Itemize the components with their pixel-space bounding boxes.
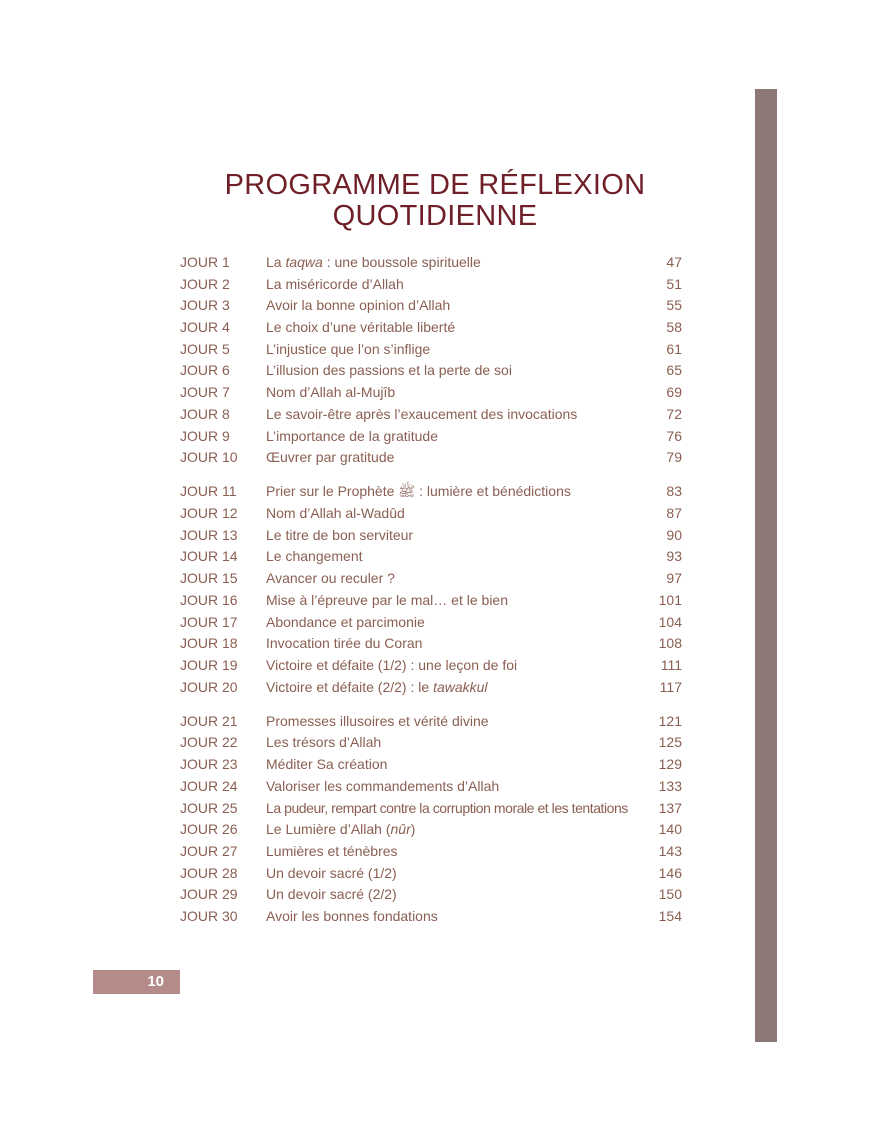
toc-title-part: Avancer ou reculer ? xyxy=(266,570,395,587)
toc-title xyxy=(266,568,395,590)
toc-page-number: 72 xyxy=(666,405,682,422)
toc-page-number: 93 xyxy=(666,548,682,565)
toc-title-part: L’importance de la gratitude xyxy=(266,427,438,444)
toc-title xyxy=(266,841,398,863)
toc-title xyxy=(266,711,489,733)
toc-entry xyxy=(180,317,685,339)
toc-entry xyxy=(180,274,685,296)
toc-entry xyxy=(180,339,685,361)
toc-title xyxy=(266,776,499,798)
toc-page-number: 79 xyxy=(666,449,682,466)
table-of-contents xyxy=(180,252,685,928)
toc-day: JOUR 8 xyxy=(180,405,230,422)
toc-page-number: 61 xyxy=(666,340,682,357)
toc-title-part: Œuvrer par gratitude xyxy=(266,449,395,466)
toc-page-number: 154 xyxy=(658,907,682,924)
toc-title xyxy=(266,884,397,906)
toc-page-number: 121 xyxy=(658,712,682,729)
toc-title xyxy=(266,798,628,820)
toc-page-number: 76 xyxy=(666,427,682,444)
toc-title xyxy=(266,339,430,361)
toc-title-part: L’injustice que l’on s’inflige xyxy=(266,340,431,357)
toc-title-part: Valoriser les commandements d’Allah xyxy=(266,777,500,794)
toc-page-number: 58 xyxy=(666,319,682,336)
toc-entry xyxy=(180,404,685,426)
toc-day: JOUR 5 xyxy=(180,340,230,357)
toc-title-italic: nûr xyxy=(390,821,411,838)
toc-title xyxy=(266,612,425,634)
toc-title-part: Nom d’Allah al-Wadûd xyxy=(266,505,405,522)
toc-page-number: 51 xyxy=(666,275,682,292)
toc-entry xyxy=(180,612,685,634)
toc-entry xyxy=(180,590,685,612)
toc-entry xyxy=(180,481,685,503)
toc-title xyxy=(266,525,413,547)
toc-entry xyxy=(180,754,685,776)
toc-entry xyxy=(180,711,685,733)
toc-page-number: 104 xyxy=(658,613,682,630)
toc-title xyxy=(266,360,512,382)
side-color-bar xyxy=(755,89,777,1042)
toc-entry xyxy=(180,776,685,798)
toc-title xyxy=(266,590,508,612)
toc-page-number: 47 xyxy=(666,254,682,270)
toc-page-number: 133 xyxy=(658,777,682,794)
toc-entry xyxy=(180,633,685,655)
toc-page-number: 129 xyxy=(658,756,682,773)
toc-title-part: Un devoir sacré (1/2) xyxy=(266,864,397,881)
toc-title-part: Victoire et défaite (2/2) : le xyxy=(266,678,434,695)
toc-page-number: 137 xyxy=(658,799,682,816)
toc-day: JOUR 26 xyxy=(180,821,238,838)
page-title xyxy=(180,170,690,232)
toc-day: JOUR 9 xyxy=(180,427,230,444)
toc-title-part: Avoir les bonnes fondations xyxy=(266,907,438,924)
toc-day: JOUR 25 xyxy=(180,799,238,816)
toc-day: JOUR 10 xyxy=(180,449,238,466)
toc-day: JOUR 23 xyxy=(180,756,238,773)
toc-title-part: L’illusion des passions et la perte de soi xyxy=(266,362,512,379)
toc-title xyxy=(266,677,488,699)
toc-title xyxy=(266,404,577,426)
toc-page-number: 65 xyxy=(666,362,682,379)
toc-title xyxy=(266,633,422,655)
toc-title-part: Méditer Sa création xyxy=(266,756,388,773)
toc-title-part: Un devoir sacré (2/2) xyxy=(266,886,397,903)
toc-day: JOUR 24 xyxy=(180,777,238,794)
toc-day: JOUR 6 xyxy=(180,362,230,379)
toc-page-number: 83 xyxy=(666,483,682,500)
toc-entry xyxy=(180,863,685,885)
toc-entry xyxy=(180,447,685,469)
toc-page-number: 143 xyxy=(658,842,682,859)
toc-day: JOUR 7 xyxy=(180,384,230,401)
toc-title xyxy=(266,863,397,885)
toc-entry xyxy=(180,503,685,525)
toc-day: JOUR 12 xyxy=(180,505,238,522)
toc-entry xyxy=(180,819,685,841)
toc-title-part: Le savoir-être après l’exaucement des invocations xyxy=(266,405,578,422)
toc-entry xyxy=(180,798,685,820)
toc-entry xyxy=(180,426,685,448)
toc-entry xyxy=(180,906,685,928)
toc-day: JOUR 29 xyxy=(180,886,238,903)
toc-entry xyxy=(180,568,685,590)
toc-title xyxy=(266,447,394,469)
toc-title-part: : une boussole spirituelle xyxy=(322,254,481,270)
toc-title-part: Abondance et parcimonie xyxy=(266,613,425,630)
toc-entry xyxy=(180,884,685,906)
toc-page-number: 87 xyxy=(666,505,682,522)
toc-page-number: 90 xyxy=(666,526,682,543)
toc-title-part: Le titre de bon serviteur xyxy=(266,526,414,543)
toc-day: JOUR 30 xyxy=(180,907,238,924)
toc-page-number: 69 xyxy=(666,384,682,401)
toc-entry xyxy=(180,360,685,382)
toc-day: JOUR 19 xyxy=(180,656,238,673)
toc-day: JOUR 18 xyxy=(180,635,238,652)
toc-day: JOUR 11 xyxy=(180,483,237,500)
toc-title-part: Victoire et défaite (1/2) : une leçon de foi xyxy=(266,656,518,673)
toc-entry xyxy=(180,841,685,863)
toc-title-part: Avoir la bonne opinion d’Allah xyxy=(266,297,451,314)
toc-title xyxy=(266,754,387,776)
toc-entry xyxy=(180,252,685,274)
toc-day: JOUR 16 xyxy=(180,591,238,608)
toc-title xyxy=(266,274,404,296)
toc-day: JOUR 1 xyxy=(180,254,230,270)
toc-title xyxy=(266,382,395,404)
toc-title-part: Prier sur le Prophète ﷺ : lumière et bénédictions xyxy=(266,483,571,500)
toc-title xyxy=(266,426,438,448)
toc-title xyxy=(266,546,363,568)
toc-title-part: ) xyxy=(410,821,416,838)
toc-title-italic: tawakkul xyxy=(433,678,488,695)
toc-title xyxy=(266,317,455,339)
toc-day: JOUR 14 xyxy=(180,548,238,565)
toc-page-number: 111 xyxy=(660,656,682,673)
toc-day: JOUR 13 xyxy=(180,526,238,543)
toc-title xyxy=(266,295,450,317)
page-number-tab: 10 xyxy=(93,970,180,994)
toc-entry xyxy=(180,677,685,699)
toc-title-part: Nom d’Allah al-Mujîb xyxy=(266,384,396,401)
toc-entry xyxy=(180,295,685,317)
toc-page-number: 150 xyxy=(658,886,682,903)
toc-entry xyxy=(180,525,685,547)
toc-title-part: La xyxy=(266,254,286,270)
toc-page-number: 140 xyxy=(658,821,682,838)
toc-title xyxy=(266,252,481,274)
toc-title-part: Le choix d’une véritable liberté xyxy=(266,319,456,336)
toc-title-part: Promesses illusoires et vérité divine xyxy=(266,712,489,729)
toc-title xyxy=(266,819,415,841)
toc-day: JOUR 15 xyxy=(180,570,238,587)
toc-day: JOUR 20 xyxy=(180,678,238,695)
toc-page-number: 97 xyxy=(666,570,682,587)
toc-title xyxy=(266,655,517,677)
toc-page-number: 125 xyxy=(658,734,682,751)
toc-day: JOUR 4 xyxy=(180,319,230,336)
toc-title-part: Invocation tirée du Coran xyxy=(266,635,423,652)
toc-title xyxy=(266,503,405,525)
title-line-2: QUOTIDIENNE xyxy=(332,200,538,232)
toc-title-italic: taqwa xyxy=(285,254,323,270)
toc-title-part: Le changement xyxy=(266,548,363,565)
toc-title xyxy=(266,906,438,928)
title-line-1: PROGRAMME DE RÉFLEXION xyxy=(224,169,646,201)
toc-entry xyxy=(180,546,685,568)
toc-title-part: Lumières et ténèbres xyxy=(266,842,398,859)
toc-page-number: 108 xyxy=(658,635,682,652)
toc-title-part: La pudeur, rempart contre la corruption morale et les tentations xyxy=(266,799,628,816)
toc-title xyxy=(266,481,571,503)
toc-page-number: 117 xyxy=(659,678,682,695)
toc-day: JOUR 22 xyxy=(180,734,238,751)
toc-day: JOUR 27 xyxy=(180,842,238,859)
toc-day: JOUR 28 xyxy=(180,864,238,881)
toc-page-number: 101 xyxy=(658,591,682,608)
toc-title-part: Le Lumière d’Allah ( xyxy=(266,821,391,838)
toc-day: JOUR 2 xyxy=(180,275,230,292)
toc-day: JOUR 3 xyxy=(180,297,230,314)
toc-page-number: 55 xyxy=(666,297,682,314)
toc-title-part: Mise à l’épreuve par le mal… et le bien xyxy=(266,591,509,608)
toc-title-part: La miséricorde d’Allah xyxy=(266,275,404,292)
toc-page-number: 146 xyxy=(658,864,682,881)
toc-entry xyxy=(180,655,685,677)
toc-day: JOUR 17 xyxy=(180,613,238,630)
toc-title-part: Les trésors d’Allah xyxy=(266,734,382,751)
toc-day: JOUR 21 xyxy=(180,712,238,729)
toc-entry xyxy=(180,382,685,404)
toc-title xyxy=(266,732,381,754)
toc-entry xyxy=(180,732,685,754)
